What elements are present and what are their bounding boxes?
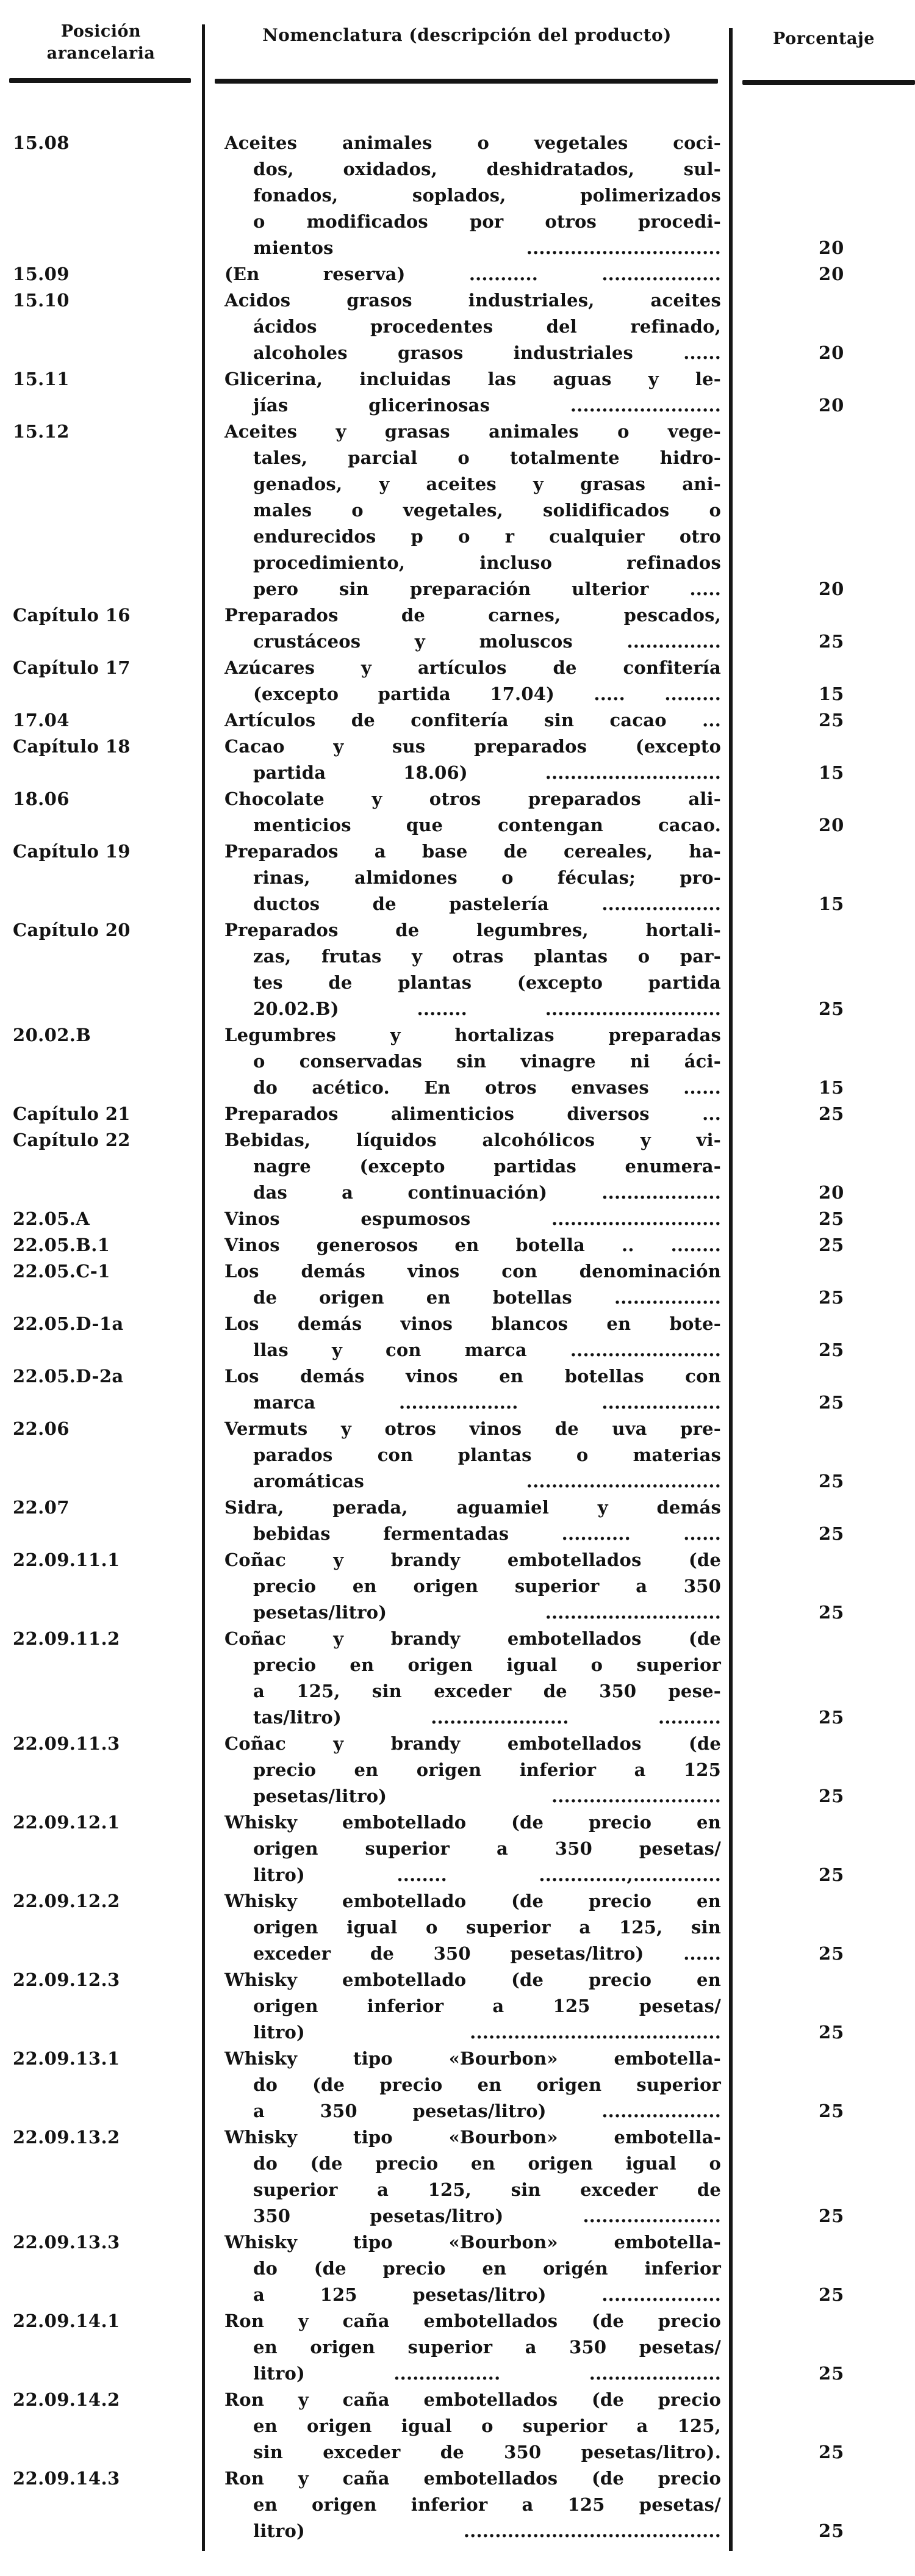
description-line: Whisky tipo «Bourbon» embotella- xyxy=(224,2232,721,2253)
cell-percentage: 25 xyxy=(819,2520,845,2541)
description-line: menticios que contengan cacao. xyxy=(253,815,721,835)
cell-position-code: 20.02.B xyxy=(13,1025,92,1045)
cell-description xyxy=(203,1258,730,1311)
cell-description xyxy=(203,1101,730,1127)
description-line: genados, y aceites y grasas ani- xyxy=(253,474,721,494)
cell-position-code: 22.09.13.3 xyxy=(13,2232,120,2253)
cell-percentage: 25 xyxy=(819,1287,845,1308)
description-line: 20.02.B) ........ ............................ xyxy=(253,998,721,1019)
table-row xyxy=(0,419,915,602)
description-line: Vinos generosos en botella .. ........ xyxy=(224,1235,721,1255)
cell-description xyxy=(203,602,730,655)
table-row xyxy=(0,786,915,839)
table-row xyxy=(0,1888,915,1967)
cell-percentage: 25 xyxy=(819,1602,845,1623)
description-line: o conservadas sin vinagre ni áci- xyxy=(253,1051,721,1072)
cell-description xyxy=(203,1127,730,1206)
cell-position-code: 22.09.11.1 xyxy=(13,1550,120,1570)
cell-description xyxy=(203,1626,730,1731)
description-line: dos, oxidados, deshidratados, sul- xyxy=(253,159,721,179)
description-line: Vinos espumosos ........................... xyxy=(224,1208,721,1229)
cell-percentage: 25 xyxy=(819,1235,845,1255)
table-row xyxy=(0,917,915,1022)
cell-percentage: 25 xyxy=(819,1471,845,1492)
description-line: fonados, soplados, polimerizados xyxy=(253,185,721,206)
description-line: males o vegetales, solidificados o xyxy=(253,500,721,521)
cell-position-code: 22.09.14.2 xyxy=(13,2389,120,2410)
description-line: rinas, almidones o féculas; pro- xyxy=(253,867,721,888)
description-line: procedimiento, incluso refinados xyxy=(253,552,721,573)
cell-position-code: 22.05.D-1a xyxy=(13,1313,124,1334)
description-line: Los demás vinos con denominación xyxy=(224,1261,721,1282)
cell-percentage: 25 xyxy=(819,2363,845,2384)
description-line: litro) ........................................ xyxy=(253,2022,721,2043)
table-row xyxy=(0,261,915,287)
cell-percentage: 15 xyxy=(819,684,845,704)
cell-percentage: 20 xyxy=(819,395,845,416)
description-line: litro) ......................................... xyxy=(253,2520,721,2541)
cell-percentage: 20 xyxy=(819,264,845,284)
table-row xyxy=(0,2229,915,2308)
description-line: Whisky tipo «Bourbon» embotella- xyxy=(224,2127,721,2148)
cell-description xyxy=(203,1363,730,1416)
cell-percentage: 25 xyxy=(819,2442,845,2462)
cell-percentage: 15 xyxy=(819,893,845,914)
description-line: Ron y caña embotellados (de precio xyxy=(224,2311,721,2331)
cell-description xyxy=(203,419,730,602)
description-line: Preparados alimenticios diversos ... xyxy=(224,1103,721,1124)
cell-percentage: 25 xyxy=(819,1340,845,1360)
cell-position-code: 22.05.B.1 xyxy=(13,1235,110,1255)
table-row xyxy=(0,2046,915,2124)
cell-position-code: 22.09.11.3 xyxy=(13,1733,120,1754)
cell-position-code: 22.09.11.2 xyxy=(13,1628,120,1649)
table-row xyxy=(0,734,915,786)
description-line: de origen en botellas ................. xyxy=(253,1287,721,1308)
cell-position-code: 22.09.12.3 xyxy=(13,1969,120,1990)
description-line: pesetas/litro) ............................ xyxy=(253,1602,721,1623)
description-line: partida 18.06) ............................ xyxy=(253,762,721,783)
cell-position-code: 15.09 xyxy=(13,264,70,284)
description-line: Coñac y brandy embotellados (de xyxy=(224,1550,721,1570)
description-line: origen superior a 350 pesetas/ xyxy=(253,1838,721,1859)
cell-position-code: 22.05.A xyxy=(13,1208,90,1229)
table-row xyxy=(0,1416,915,1495)
cell-percentage: 15 xyxy=(819,762,845,783)
description-line: mientos ............................... xyxy=(253,237,721,258)
cell-position-code: 22.07 xyxy=(13,1497,70,1518)
table-row xyxy=(0,839,915,917)
cell-description xyxy=(203,1495,730,1547)
cell-description xyxy=(203,655,730,707)
cell-position-code: 22.09.14.1 xyxy=(13,2311,120,2331)
cell-position-code: 18.06 xyxy=(13,788,70,809)
cell-percentage: 25 xyxy=(819,1208,845,1229)
description-line: Los demás vinos en botellas con xyxy=(224,1366,721,1387)
cell-description xyxy=(203,734,730,786)
description-line: litro) ................. ..................... xyxy=(253,2363,721,2384)
description-line: Glicerina, incluidas las aguas y le- xyxy=(224,369,721,389)
description-line: tes de plantas (excepto partida xyxy=(253,972,721,993)
description-line: jías glicerinosas ........................ xyxy=(253,395,721,416)
cell-percentage: 25 xyxy=(819,998,845,1019)
description-line: do (de precio en origen superior xyxy=(253,2074,721,2095)
cell-description xyxy=(203,366,730,419)
description-line: tales, parcial o totalmente hidro- xyxy=(253,447,721,468)
table-row xyxy=(0,602,915,655)
description-line: Ron y caña embotellados (de precio xyxy=(224,2389,721,2410)
cell-position-code: Capítulo 22 xyxy=(13,1130,131,1150)
cell-position-code: 22.05.D-2a xyxy=(13,1366,124,1387)
cell-description xyxy=(203,261,730,287)
cell-description xyxy=(203,1809,730,1888)
table-row xyxy=(0,1206,915,1232)
description-line: Aceites y grasas animales o vege- xyxy=(224,421,721,442)
description-line: endurecidos p o r cualquier otro xyxy=(253,526,721,547)
table-row xyxy=(0,130,915,261)
description-line: alcoholes grasos industriales ...... xyxy=(253,342,721,363)
description-line: Legumbres y hortalizas preparadas xyxy=(224,1025,721,1045)
cell-percentage: 25 xyxy=(819,1103,845,1124)
cell-percentage: 25 xyxy=(819,710,845,731)
cell-percentage: 20 xyxy=(819,342,845,363)
cell-description xyxy=(203,1967,730,2046)
cell-percentage: 25 xyxy=(819,1523,845,1544)
description-line: Acidos grasos industriales, aceites xyxy=(224,290,721,311)
table-row xyxy=(0,1127,915,1206)
description-line: precio en origen superior a 350 xyxy=(253,1576,721,1596)
cell-position-code: Capítulo 21 xyxy=(13,1103,131,1124)
description-line: Los demás vinos blancos en bote- xyxy=(224,1313,721,1334)
description-line: en origen inferior a 125 pesetas/ xyxy=(253,2494,721,2515)
description-line: Ron y caña embotellados (de precio xyxy=(224,2468,721,2489)
cell-description xyxy=(203,707,730,734)
cell-description xyxy=(203,1311,730,1363)
description-line: Whisky embotellado (de precio en xyxy=(224,1812,721,1833)
description-line: exceder de 350 pesetas/litro) ...... xyxy=(253,1943,721,1964)
cell-percentage: 20 xyxy=(819,815,845,835)
description-line: crustáceos y moluscos ............... xyxy=(253,631,721,652)
table-row xyxy=(0,1967,915,2046)
cell-percentage: 25 xyxy=(819,2206,845,2226)
cell-position-code: 22.09.14.3 xyxy=(13,2468,120,2489)
description-line: Coñac y brandy embotellados (de xyxy=(224,1733,721,1754)
description-line: marca ................... ................... xyxy=(253,1392,721,1413)
table-row xyxy=(0,1022,915,1101)
description-line: do (de precio en origén inferior xyxy=(253,2258,721,2279)
description-line: (En reserva) ........... ................... xyxy=(224,264,721,284)
description-line: a 125, sin exceder de 350 pese- xyxy=(253,1681,721,1701)
table-row xyxy=(0,2387,915,2466)
description-line: bebidas fermentadas ........... ...... xyxy=(253,1523,721,1544)
table-row xyxy=(0,1363,915,1416)
cell-position-code: 22.05.C-1 xyxy=(13,1261,110,1282)
table-row xyxy=(0,1258,915,1311)
description-line: Whisky embotellado (de precio en xyxy=(224,1891,721,1911)
cell-description xyxy=(203,2046,730,2124)
description-line: aromáticas ............................... xyxy=(253,1471,721,1492)
cell-position-code: 22.09.13.1 xyxy=(13,2048,120,2069)
table-row xyxy=(0,1731,915,1809)
cell-position-code: 22.06 xyxy=(13,1418,70,1439)
description-line: origen inferior a 125 pesetas/ xyxy=(253,1996,721,2016)
table-row xyxy=(0,2308,915,2387)
cell-position-code: 15.10 xyxy=(13,290,70,311)
cell-description xyxy=(203,287,730,366)
description-line: en origen igual o superior a 125, xyxy=(253,2415,721,2436)
description-line: litro) ........ ..............,.............. xyxy=(253,1864,721,1885)
description-line: das a continuación) ................... xyxy=(253,1182,721,1203)
table-row xyxy=(0,1311,915,1363)
description-line: do acético. En otros envases ...... xyxy=(253,1077,721,1098)
description-line: en origen superior a 350 pesetas/ xyxy=(253,2337,721,2358)
description-line: ácidos procedentes del refinado, xyxy=(253,316,721,337)
description-line: Preparados a base de cereales, ha- xyxy=(224,841,721,862)
cell-position-code: Capítulo 19 xyxy=(13,841,131,862)
cell-description xyxy=(203,2229,730,2308)
cell-position-code: Capítulo 20 xyxy=(13,920,131,940)
cell-description xyxy=(203,1547,730,1626)
header-posicion-arancelaria-line2: arancelaria xyxy=(46,44,156,63)
cell-position-code: 17.04 xyxy=(13,710,70,731)
description-line: Aceites animales o vegetales coci- xyxy=(224,132,721,153)
cell-percentage: 20 xyxy=(819,237,845,258)
cell-percentage: 25 xyxy=(819,1707,845,1728)
description-line: o modificados por otros procedi- xyxy=(253,211,721,232)
cell-percentage: 25 xyxy=(819,2284,845,2305)
description-line: Preparados de legumbres, hortali- xyxy=(224,920,721,940)
description-line: 350 pesetas/litro) ...................... xyxy=(253,2206,721,2226)
cell-percentage: 20 xyxy=(819,1182,845,1203)
cell-description xyxy=(203,2308,730,2387)
description-line: Sidra, perada, aguamiel y demás xyxy=(224,1497,721,1518)
table-row xyxy=(0,1809,915,1888)
cell-position-code: 22.09.12.1 xyxy=(13,1812,120,1833)
cell-position-code: 22.09.12.2 xyxy=(13,1891,120,1911)
cell-percentage: 25 xyxy=(819,1864,845,1885)
description-line: ductos de pastelería ................... xyxy=(253,893,721,914)
description-line: tas/litro) ...................... .......... xyxy=(253,1707,721,1728)
cell-position-code: 22.09.13.2 xyxy=(13,2127,120,2148)
cell-percentage: 15 xyxy=(819,1077,845,1098)
header-posicion-arancelaria-line1: Posición xyxy=(60,22,142,41)
description-line: Preparados de carnes, pescados, xyxy=(224,605,721,626)
description-line: Vermuts y otros vinos de uva pre- xyxy=(224,1418,721,1439)
header-rule-col2 xyxy=(215,79,718,84)
description-line: Artículos de confitería sin cacao ... xyxy=(224,710,721,731)
description-line: Coñac y brandy embotellados (de xyxy=(224,1628,721,1649)
description-line: parados con plantas o materias xyxy=(253,1445,721,1465)
cell-description xyxy=(203,2387,730,2466)
description-line: precio en origen inferior a 125 xyxy=(253,1759,721,1780)
cell-description xyxy=(203,2466,730,2544)
description-line: pero sin preparación ulterior ..... xyxy=(253,579,721,599)
cell-percentage: 25 xyxy=(819,2022,845,2043)
cell-percentage: 25 xyxy=(819,631,845,652)
cell-position-code: Capítulo 17 xyxy=(13,657,131,678)
table-row xyxy=(0,366,915,419)
description-line: pesetas/litro) ........................... xyxy=(253,1786,721,1806)
table-row xyxy=(0,1547,915,1626)
cell-description xyxy=(203,2124,730,2229)
description-line: (excepto partida 17.04) ..... ......... xyxy=(253,684,721,704)
cell-description xyxy=(203,786,730,839)
header-porcentaje: Porcentaje xyxy=(773,29,875,48)
cell-description xyxy=(203,839,730,917)
description-line: Whisky embotellado (de precio en xyxy=(224,1969,721,1990)
cell-position-code: Capítulo 18 xyxy=(13,736,131,757)
cell-description xyxy=(203,1232,730,1258)
description-line: Whisky tipo «Bourbon» embotella- xyxy=(224,2048,721,2069)
table-row xyxy=(0,1232,915,1258)
cell-percentage: 25 xyxy=(819,1943,845,1964)
description-line: sin exceder de 350 pesetas/litro). xyxy=(253,2442,721,2462)
table-row xyxy=(0,707,915,734)
cell-description xyxy=(203,1731,730,1809)
description-line: a 350 pesetas/litro) ................... xyxy=(253,2101,721,2121)
cell-description xyxy=(203,1206,730,1232)
table-row xyxy=(0,2466,915,2544)
description-line: zas, frutas y otras plantas o par- xyxy=(253,946,721,967)
header-rule-col3 xyxy=(742,80,915,85)
table-row xyxy=(0,1101,915,1127)
cell-percentage: 25 xyxy=(819,1786,845,1806)
description-line: do (de precio en origen igual o xyxy=(253,2153,721,2174)
description-line: a 125 pesetas/litro) ................... xyxy=(253,2284,721,2305)
cell-position-code: 15.08 xyxy=(13,132,70,153)
table-row xyxy=(0,287,915,366)
description-line: precio en origen igual o superior xyxy=(253,1654,721,1675)
cell-percentage: 25 xyxy=(819,1392,845,1413)
cell-percentage: 20 xyxy=(819,579,845,599)
cell-percentage: 25 xyxy=(819,2101,845,2121)
description-line: Cacao y sus preparados (excepto xyxy=(224,736,721,757)
description-line: llas y con marca ........................ xyxy=(253,1340,721,1360)
rows-container xyxy=(0,130,915,2544)
cell-position-code: 15.11 xyxy=(13,369,70,389)
description-line: origen igual o superior a 125, sin xyxy=(253,1917,721,1938)
cell-description xyxy=(203,130,730,261)
description-line: Chocolate y otros preparados ali- xyxy=(224,788,721,809)
header-nomenclatura: Nomenclatura (descripción del producto) xyxy=(262,25,672,45)
description-line: superior a 125, sin exceder de xyxy=(253,2179,721,2200)
cell-description xyxy=(203,1888,730,1967)
cell-description xyxy=(203,1416,730,1495)
header-rule-col1 xyxy=(9,78,191,83)
table-row xyxy=(0,1495,915,1547)
cell-description xyxy=(203,1022,730,1101)
description-line: Bebidas, líquidos alcohólicos y vi- xyxy=(224,1130,721,1150)
table-row xyxy=(0,1626,915,1731)
cell-position-code: Capítulo 16 xyxy=(13,605,131,626)
cell-description xyxy=(203,917,730,1022)
description-line: Azúcares y artículos de confitería xyxy=(224,657,721,678)
table-row xyxy=(0,2124,915,2229)
table-row xyxy=(0,655,915,707)
description-line: nagre (excepto partidas enumera- xyxy=(253,1156,721,1177)
cell-position-code: 15.12 xyxy=(13,421,70,442)
